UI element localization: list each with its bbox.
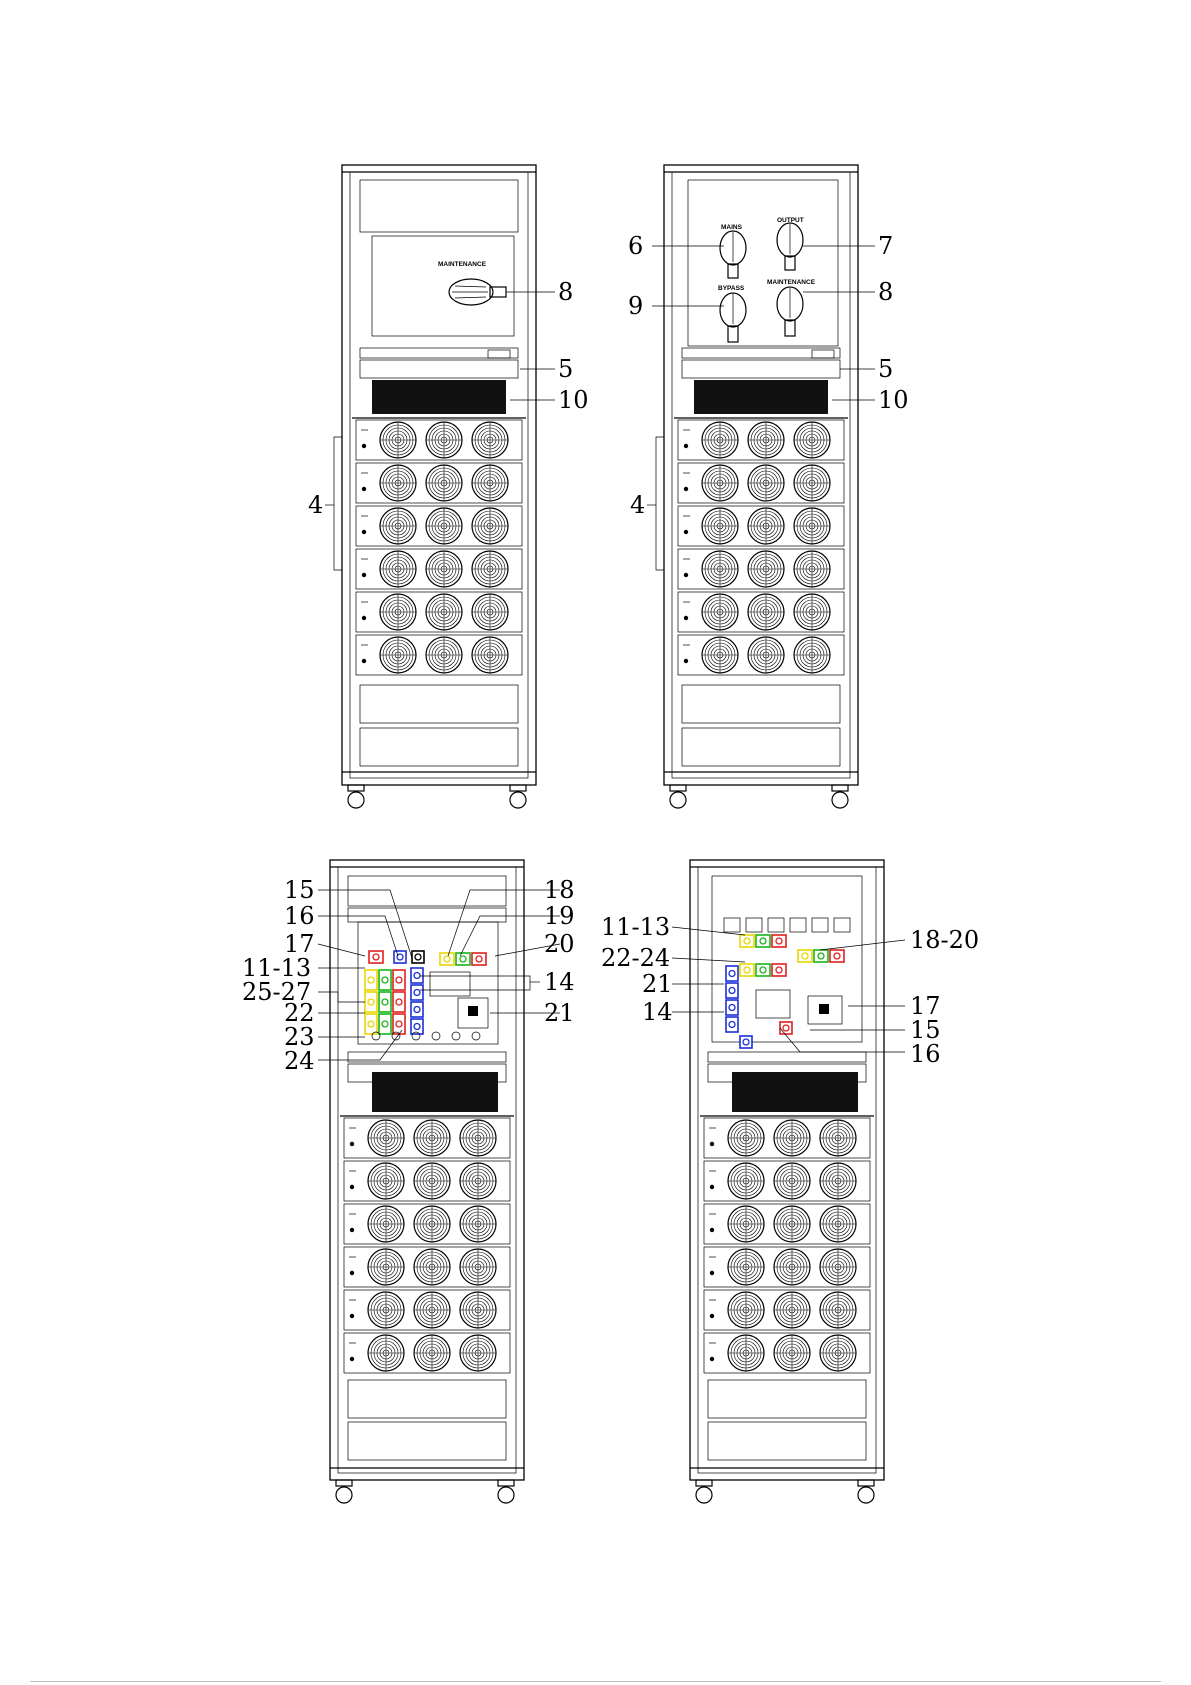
fan-icon [774, 1163, 810, 1199]
callout-5b: 5 [878, 355, 894, 383]
fan-icon [774, 1206, 810, 1242]
fan-icon [820, 1206, 856, 1242]
module-indicator-icon [362, 659, 366, 663]
fan-icon [748, 422, 784, 458]
fan-icon [368, 1206, 404, 1242]
callout-22: 22 [284, 999, 315, 1027]
fan-icon [728, 1163, 764, 1199]
panel-text-maintenance-2: MAINTENANCE [767, 279, 816, 286]
fan-icon [702, 465, 738, 501]
terminal-block [798, 950, 812, 962]
callout-23: 23 [284, 1023, 315, 1051]
fan-icon [426, 465, 462, 501]
fan-icon [414, 1249, 450, 1285]
terminal-block [726, 983, 738, 998]
fan-icon [820, 1292, 856, 1328]
terminal-block [726, 1000, 738, 1015]
callout-10b: 10 [878, 386, 909, 414]
fan-icon [794, 422, 830, 458]
callout-8: 8 [558, 278, 574, 306]
page-bottom-rule [30, 1681, 1161, 1682]
ventilation-grille [372, 380, 506, 414]
fan-icon [426, 422, 462, 458]
cabinet-front-view-1 [308, 165, 589, 808]
callout-5: 5 [558, 355, 574, 383]
fan-icon [368, 1292, 404, 1328]
terminal-block [379, 970, 391, 990]
callout-22-24: 22-24 [601, 944, 671, 972]
breaker-handle [468, 1006, 478, 1016]
fan-icon [460, 1292, 496, 1328]
fan-icon [728, 1292, 764, 1328]
terminal-block [780, 1022, 792, 1034]
terminal-block [740, 935, 754, 947]
terminal-block [772, 964, 786, 976]
module-indicator-icon [710, 1185, 714, 1189]
callout-24: 24 [284, 1047, 315, 1075]
fan-icon [380, 465, 416, 501]
module-indicator-icon [350, 1271, 354, 1275]
callout-21b: 21 [642, 970, 673, 998]
callout-15b: 15 [910, 1016, 941, 1044]
panel-text-maintenance: MAINTENANCE [438, 261, 487, 268]
module-indicator-icon [684, 616, 688, 620]
terminal-block [756, 935, 770, 947]
terminal-block [830, 950, 844, 962]
module-indicator-icon [710, 1228, 714, 1232]
fan-icon [774, 1120, 810, 1156]
terminal-block [411, 1019, 423, 1034]
terminal-block [756, 964, 770, 976]
callout-14b: 14 [642, 998, 673, 1026]
terminal-block [740, 1036, 752, 1048]
fan-icon [368, 1163, 404, 1199]
callout-14: 14 [544, 968, 575, 996]
panel-text-output: OUTPUT [777, 217, 804, 224]
terminal-block [393, 992, 405, 1012]
callout-21: 21 [544, 999, 575, 1027]
callout-11-13b: 11-13 [601, 913, 671, 941]
callout-17b: 17 [910, 992, 941, 1020]
fan-icon [426, 508, 462, 544]
callout-8b: 8 [878, 278, 894, 306]
module-indicator-icon [350, 1142, 354, 1146]
module-indicator-icon [362, 530, 366, 534]
fan-icon [820, 1335, 856, 1371]
callout-18-20: 18-20 [910, 926, 980, 954]
terminal-block [814, 950, 828, 962]
terminal-block [740, 964, 754, 976]
module-indicator-icon [350, 1314, 354, 1318]
fan-icon [820, 1249, 856, 1285]
fan-icon [794, 637, 830, 673]
terminal-block [365, 1014, 377, 1034]
fan-icon [368, 1120, 404, 1156]
fan-icon [774, 1249, 810, 1285]
terminal-block [726, 966, 738, 981]
fan-icon [748, 637, 784, 673]
cabinet-front-view-2 [628, 165, 909, 808]
terminal-block [365, 970, 377, 990]
fan-icon [426, 594, 462, 630]
fan-icon [460, 1206, 496, 1242]
module-indicator-icon [684, 659, 688, 663]
fan-icon [380, 551, 416, 587]
fan-icon [794, 594, 830, 630]
module-indicator-icon [710, 1142, 714, 1146]
module-indicator-icon [350, 1185, 354, 1189]
callout-4b: 4 [630, 491, 646, 519]
callout-16: 16 [284, 902, 315, 930]
cabinet-open-view-1 [242, 860, 575, 1503]
fan-icon [794, 465, 830, 501]
module-indicator-icon [710, 1271, 714, 1275]
callout-6: 6 [628, 232, 644, 260]
fan-icon [472, 422, 508, 458]
module-indicator-icon [684, 573, 688, 577]
module-indicator-icon [684, 487, 688, 491]
fan-icon [460, 1249, 496, 1285]
terminal-block [393, 970, 405, 990]
fan-icon [472, 508, 508, 544]
terminal-block [412, 951, 424, 963]
callout-7: 7 [878, 232, 894, 260]
fan-icon [774, 1335, 810, 1371]
terminal-block [369, 951, 383, 963]
module-indicator-icon [362, 573, 366, 577]
terminal-block [393, 1014, 405, 1034]
fan-icon [702, 594, 738, 630]
fan-icon [380, 508, 416, 544]
module-indicator-icon [684, 530, 688, 534]
callout-20: 20 [544, 930, 575, 958]
module-indicator-icon [350, 1228, 354, 1232]
fan-icon [472, 637, 508, 673]
fan-icon [748, 551, 784, 587]
fan-icon [426, 551, 462, 587]
fan-icon [748, 594, 784, 630]
fan-icon [820, 1120, 856, 1156]
fan-icon [368, 1249, 404, 1285]
callout-9: 9 [628, 292, 644, 320]
callout-19: 19 [544, 902, 575, 930]
fan-icon [702, 637, 738, 673]
terminal-block [440, 953, 454, 965]
fan-icon [414, 1292, 450, 1328]
callout-16b: 16 [910, 1040, 941, 1068]
fan-icon [414, 1206, 450, 1242]
caster-wheels-4 [696, 1480, 874, 1503]
terminal-block [379, 1014, 391, 1034]
module-indicator-icon [684, 444, 688, 448]
module-indicator-icon [362, 444, 366, 448]
fan-icon [368, 1335, 404, 1371]
fan-icon [414, 1120, 450, 1156]
fan-icon [380, 422, 416, 458]
fan-icon [460, 1163, 496, 1199]
cabinet-open-view-2 [601, 860, 979, 1503]
callout-25-27: 25-27 [242, 978, 312, 1006]
callout-4: 4 [308, 491, 324, 519]
fan-icon [414, 1335, 450, 1371]
fan-icon [472, 551, 508, 587]
fan-icon [748, 465, 784, 501]
fan-icon [472, 465, 508, 501]
panel-text-bypass: BYPASS [718, 285, 745, 292]
fan-icon [748, 508, 784, 544]
panel-text-mains: MAINS [721, 224, 742, 231]
fan-icon [414, 1163, 450, 1199]
module-indicator-icon [710, 1314, 714, 1318]
fan-icon [426, 637, 462, 673]
caster-wheels [348, 785, 526, 808]
caster-wheels-3 [336, 1480, 514, 1503]
fan-icon [794, 508, 830, 544]
fan-icon [820, 1163, 856, 1199]
module-indicator-icon [350, 1357, 354, 1361]
fan-icon [728, 1120, 764, 1156]
fan-icon [728, 1335, 764, 1371]
terminal-block [472, 953, 486, 965]
fan-icon [702, 508, 738, 544]
fan-icon [472, 594, 508, 630]
terminal-block [772, 935, 786, 947]
terminal-block [379, 992, 391, 1012]
terminal-block [411, 985, 423, 1000]
callout-10: 10 [558, 386, 589, 414]
terminal-block [456, 953, 470, 965]
fan-icon [460, 1335, 496, 1371]
module-indicator-icon [362, 616, 366, 620]
fan-icon [380, 594, 416, 630]
fan-icon [728, 1249, 764, 1285]
terminal-block [411, 1002, 423, 1017]
fan-icon [380, 637, 416, 673]
module-indicator-icon [710, 1357, 714, 1361]
callout-17: 17 [284, 930, 315, 958]
fan-icon [460, 1120, 496, 1156]
callout-15: 15 [284, 876, 315, 904]
module-indicator-icon [362, 487, 366, 491]
fan-icon [794, 551, 830, 587]
terminal-block [411, 968, 423, 983]
terminal-block [365, 992, 377, 1012]
terminal-block [394, 951, 406, 963]
callout-18: 18 [544, 876, 575, 904]
caster-wheels-2 [670, 785, 848, 808]
callout-11-13: 11-13 [242, 954, 312, 982]
terminal-block [726, 1017, 738, 1032]
fan-icon [702, 422, 738, 458]
fan-icon [728, 1206, 764, 1242]
fan-icon [702, 551, 738, 587]
breaker-handle [819, 1004, 829, 1014]
fan-icon [774, 1292, 810, 1328]
